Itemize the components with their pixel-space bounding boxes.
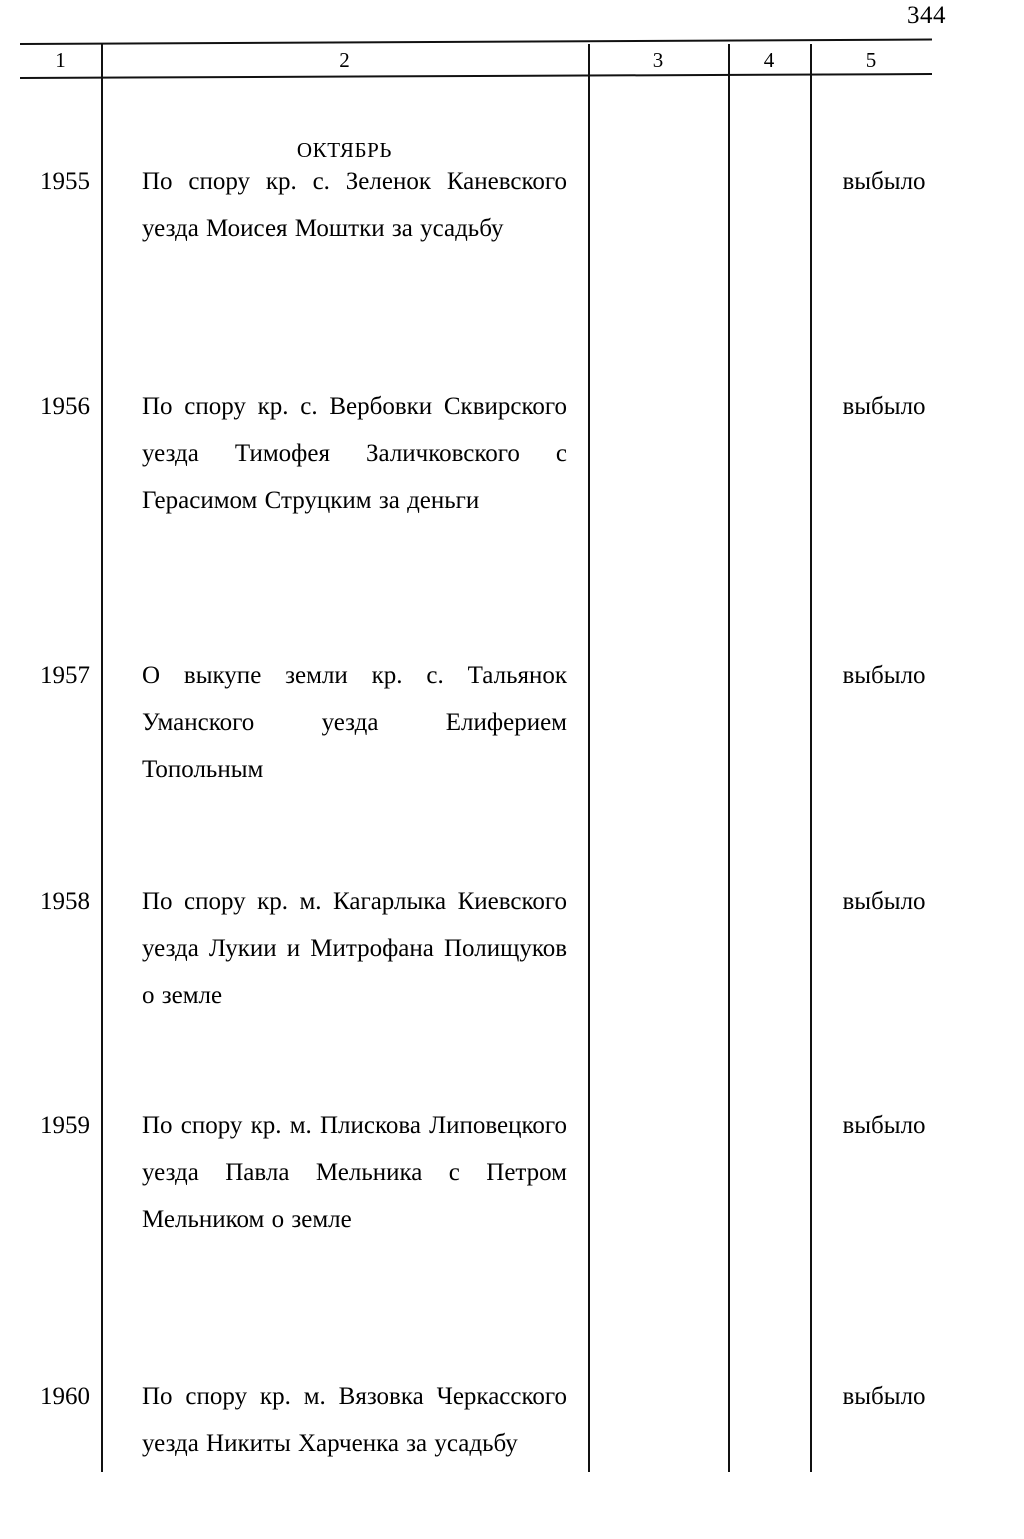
row-description: По спору кр. м. Плискова Липовецкого уезда Павла Мельника с Петром Мельником о земле [142, 1112, 567, 1233]
row-description: По спору кр. с. Зеленок Каневского уезда Моисея Моштки за усадьбу [142, 168, 567, 242]
row-number: 1957 [40, 662, 90, 689]
column-header-3: 3 [652, 48, 664, 72]
column-divider-3 [728, 44, 730, 1472]
row-status: выбыло [842, 888, 926, 915]
row-description: По спору кр. м. Кагарлыка Киевского уезда Лукии и Митрофана Полищуков о земле [142, 888, 567, 1009]
column-header-5: 5 [865, 48, 877, 72]
column-divider-4 [810, 44, 812, 1472]
table-top-border [20, 39, 932, 45]
row-description: По спору кр. с. Вербовки Сквирского уезда Тимофея Заличковского с Герасимом Струцким за деньги [142, 393, 567, 514]
table-header-border [20, 73, 932, 79]
row-status: выбыло [842, 393, 926, 420]
column-divider-2 [588, 44, 590, 1472]
page-number: 344 [907, 2, 946, 29]
row-description: По спору кр. м. Вязовка Черкасского уезда Никиты Харченка за усадьбу [142, 1383, 567, 1457]
row-number: 1960 [40, 1383, 90, 1410]
row-number: 1955 [40, 168, 90, 195]
row-status: выбыло [842, 1112, 926, 1139]
row-number: 1959 [40, 1112, 90, 1139]
column-header-2: 2 [339, 48, 350, 72]
column-header-1: 1 [55, 48, 66, 72]
row-number: 1956 [40, 393, 90, 420]
column-divider-1 [101, 44, 103, 1472]
index-table [20, 40, 932, 1472]
column-header-4: 4 [763, 48, 775, 72]
row-status: выбыло [842, 168, 926, 195]
row-status: выбыло [842, 662, 926, 689]
row-description: О выкупе земли кр. с. Тальянок Уманского уезда Елиферием Топольным [142, 662, 567, 783]
row-number: 1958 [40, 888, 90, 915]
month-heading: ОКТЯБРЬ [296, 138, 393, 162]
row-status: выбыло [842, 1383, 926, 1410]
